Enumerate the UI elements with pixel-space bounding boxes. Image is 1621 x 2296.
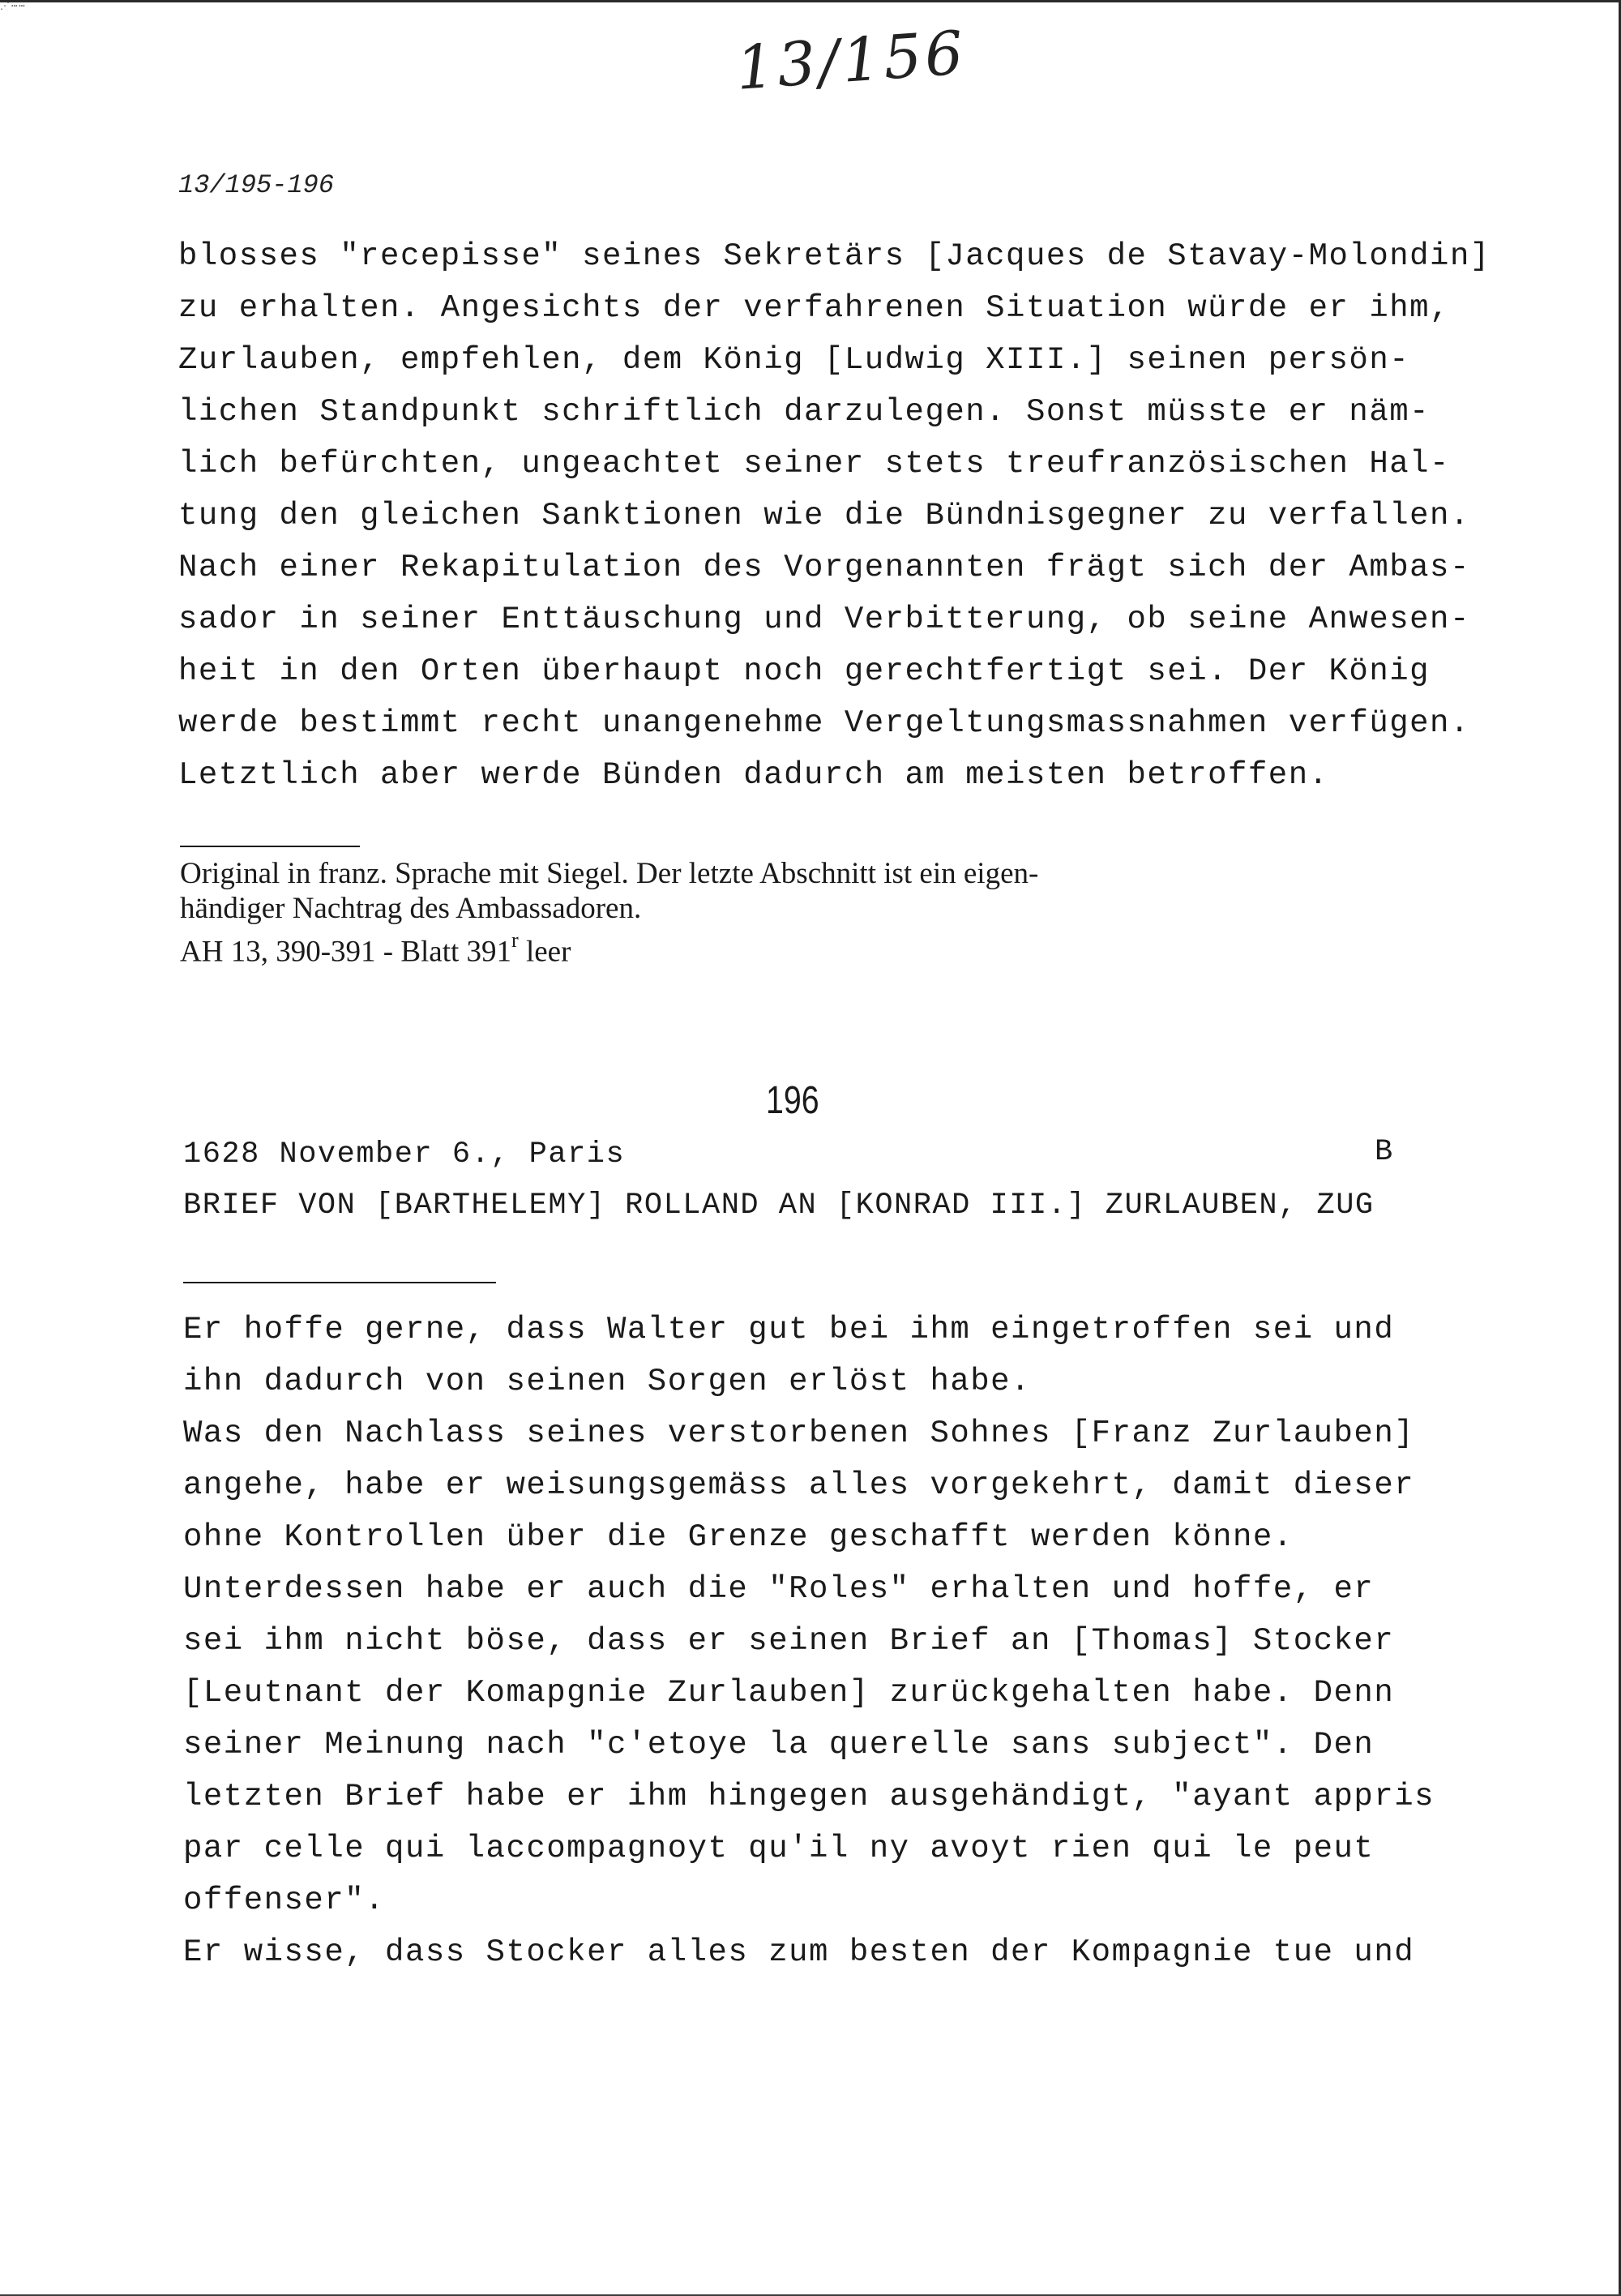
- summary-line: seiner Meinung nach "c'etoye la querelle sans subject". Den: [183, 1727, 1375, 1763]
- summary-line: par celle qui laccompagnoyt qu'il ny avoyt rien qui le peut: [183, 1831, 1375, 1866]
- summary-line: werde bestimmt recht unangenehme Vergeltungsmassnahmen verfügen.: [178, 705, 1470, 741]
- note-divider: [180, 846, 360, 847]
- scan-corner-mark: ⋰⋯⋯: [0, 0, 27, 11]
- summary-line: Er wisse, dass Stocker alles zum besten der Kompagnie tue und: [183, 1934, 1415, 1970]
- summary-line: blosses "recepisse" seines Sekretärs [Jacques de Stavay-Molondin]: [178, 238, 1491, 274]
- summary-line: ohne Kontrollen über die Grenze geschafft werden könne.: [183, 1519, 1294, 1555]
- summary-line: offenser".: [183, 1883, 386, 1918]
- summary-line: tung den gleichen Sanktionen wie die Bündnisgegner zu verfallen.: [178, 498, 1470, 533]
- summary-line: Nach einer Rekapitulation des Vorgenannten frägt sich der Ambas-: [178, 550, 1470, 585]
- recto-mark: r: [511, 928, 519, 952]
- document-classification: B: [1375, 1135, 1393, 1169]
- previous-summary: [178, 230, 1508, 801]
- summary-line: Letztlich aber werde Bünden dadurch am meisten betroffen.: [178, 757, 1329, 793]
- summary-line: zu erhalten. Angesichts der verfahrenen Situation würde er ihm,: [178, 290, 1450, 326]
- source-note: [180, 856, 1509, 969]
- handwritten-archive-number: 13/156: [734, 18, 969, 104]
- document-summary: [183, 1304, 1512, 1978]
- blank-label: leer: [518, 935, 571, 969]
- summary-line: Er hoffe gerne, dass Walter gut bei ihm eingetroffen sei und: [183, 1312, 1395, 1347]
- note-line-archive: [180, 926, 1509, 969]
- summary-line: angehe, habe er weisungsgemäss alles vorgekehrt, damit dieser: [183, 1467, 1415, 1503]
- summary-line: sei ihm nicht böse, dass er seinen Brief an [Thomas] Stocker: [183, 1623, 1395, 1659]
- summary-line: Was den Nachlass seines verstorbenen Sohnes [Franz Zurlauben]: [183, 1416, 1415, 1451]
- summary-line: heit in den Orten überhaupt noch gerechtfertigt sei. Der König: [178, 653, 1431, 689]
- document-title: BRIEF VON [BARTHELEMY] ROLLAND AN [KONRAD III.] ZURLAUBEN, ZUG: [183, 1189, 1375, 1223]
- summary-line: letzten Brief habe er ihm hingegen ausgehändigt, "ayant appris: [183, 1779, 1435, 1814]
- scan-edge-top: [0, 0, 1621, 2]
- summary-line: lich befürchten, ungeachtet seiner stets treufranzösischen Hal-: [178, 446, 1450, 482]
- summary-line: [Leutnant der Komapgnie Zurlauben] zurückgehalten habe. Denn: [183, 1675, 1395, 1711]
- summary-line: sador in seiner Enttäuschung und Verbitterung, ob seine Anwesen-: [178, 602, 1470, 637]
- summary-line: lichen Standpunkt schriftlich darzulegen. Sonst müsste er näm-: [178, 394, 1431, 430]
- note-line: Original in franz. Sprache mit Siegel. Der letzte Abschnitt ist ein eigen-: [180, 857, 1039, 890]
- summary-line: Zurlauben, empfehlen, dem König [Ludwig XIII.] seinen persön-: [178, 342, 1410, 378]
- summary-line: Unterdessen habe er auch die "Roles" erhalten und hoffe, er: [183, 1571, 1375, 1607]
- note-line: händiger Nachtrag des Ambassadoren.: [180, 892, 642, 925]
- title-divider: [183, 1282, 496, 1283]
- summary-line: ihn dadurch von seinen Sorgen erlöst habe.: [183, 1364, 1031, 1399]
- document-dateline: 1628 November 6., Paris: [183, 1137, 626, 1172]
- archive-location: AH 13, 390-391 - Blatt 391: [180, 935, 512, 969]
- document-reference: 13/195-196: [178, 170, 335, 200]
- document-number: 196: [766, 1079, 819, 1122]
